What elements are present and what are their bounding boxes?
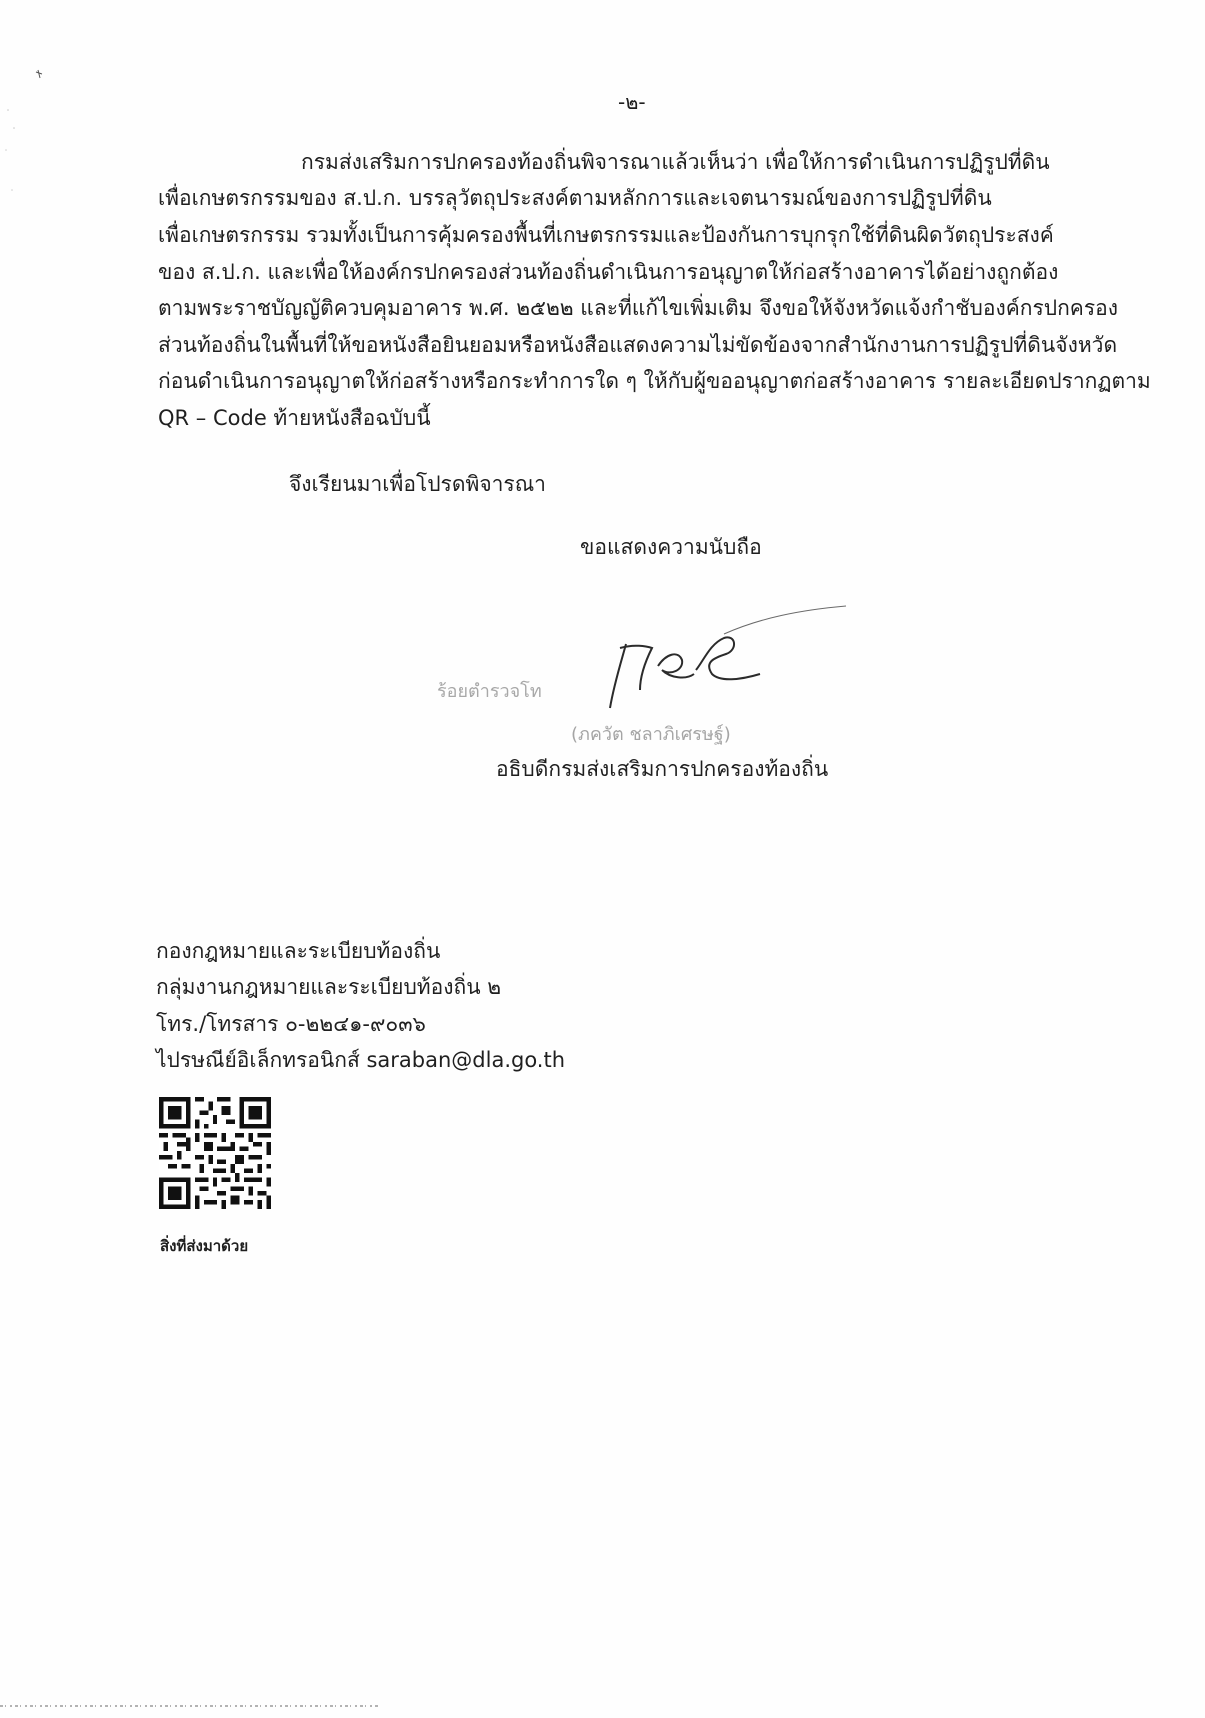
scan-edge-noise	[0, 1702, 380, 1710]
contact-group: กลุ่มงานกฎหมายและระเบียบท้องถิ่น ๒	[156, 975, 502, 999]
signatory-rank: ร้อยตำรวจโท	[437, 681, 542, 702]
scan-margin-noise	[0, 0, 60, 260]
body-line-8: QR – Code ท้ายหนังสือฉบับนี้	[158, 406, 431, 430]
handwritten-signature	[600, 604, 860, 714]
enclosure-label: สิ่งที่ส่งมาด้วย	[160, 1237, 249, 1255]
contact-phone: โทร./โทรสาร ๐-๒๒๔๑-๙๐๓๖	[156, 1012, 426, 1036]
body-line-5: ตามพระราชบัญญัติควบคุมอาคาร พ.ศ. ๒๕๒๒ และที่แก้ไขเพิ่มเติม จึงขอให้จังหวัดแจ้งกำชับองค์กรปกครอง	[158, 296, 1118, 320]
page-number: -๒-	[618, 90, 646, 114]
contact-email: ไปรษณีย์อิเล็กทรอนิกส์ saraban@dla.go.th	[156, 1048, 566, 1072]
body-line-2: เพื่อเกษตรกรรมของ ส.ป.ก. บรรลุวัตถุประสงค์ตามหลักการและเจตนารมณ์ของการปฏิรูปที่ดิน	[158, 186, 992, 210]
signatory-position: อธิบดีกรมส่งเสริมการปกครองท้องถิ่น	[496, 757, 829, 781]
body-line-1: กรมส่งเสริมการปกครองท้องถิ่นพิจารณาแล้วเห็นว่า เพื่อให้การดำเนินการปฏิรูปที่ดิน	[301, 150, 1050, 174]
body-line-6: ส่วนท้องถิ่นในพื้นที่ให้ขอหนังสือยินยอมหรือหนังสือแสดงความไม่ขัดข้องจากสำนักงานการปฏิรูปที่ดินจังหวัด	[158, 333, 1118, 357]
body-line-7: ก่อนดำเนินการอนุญาตให้ก่อสร้างหรือกระทำการใด ๆ ให้กับผู้ขออนุญาตก่อสร้างอาคาร รายละเอียดปรากฏตาม	[158, 369, 1151, 393]
qr-code-icon	[159, 1097, 271, 1209]
closing-text: จึงเรียนมาเพื่อโปรดพิจารณา	[289, 472, 546, 496]
body-line-4: ของ ส.ป.ก. และเพื่อให้องค์กรปกครองส่วนท้องถิ่นดำเนินการอนุญาตให้ก่อสร้างอาคารได้อย่างถูกต้อง	[158, 260, 1059, 284]
contact-division: กองกฎหมายและระเบียบท้องถิ่น	[156, 939, 441, 963]
signatory-name: (ภควัต ชลาภิเศรษฐ์)	[571, 724, 731, 745]
body-line-3: เพื่อเกษตรกรรม รวมทั้งเป็นการคุ้มครองพื้นที่เกษตรกรรมและป้องกันการบุกรุกใช้ที่ดินผิดวัตถุประสงค์	[158, 223, 1054, 247]
regards-text: ขอแสดงความนับถือ	[580, 535, 762, 559]
